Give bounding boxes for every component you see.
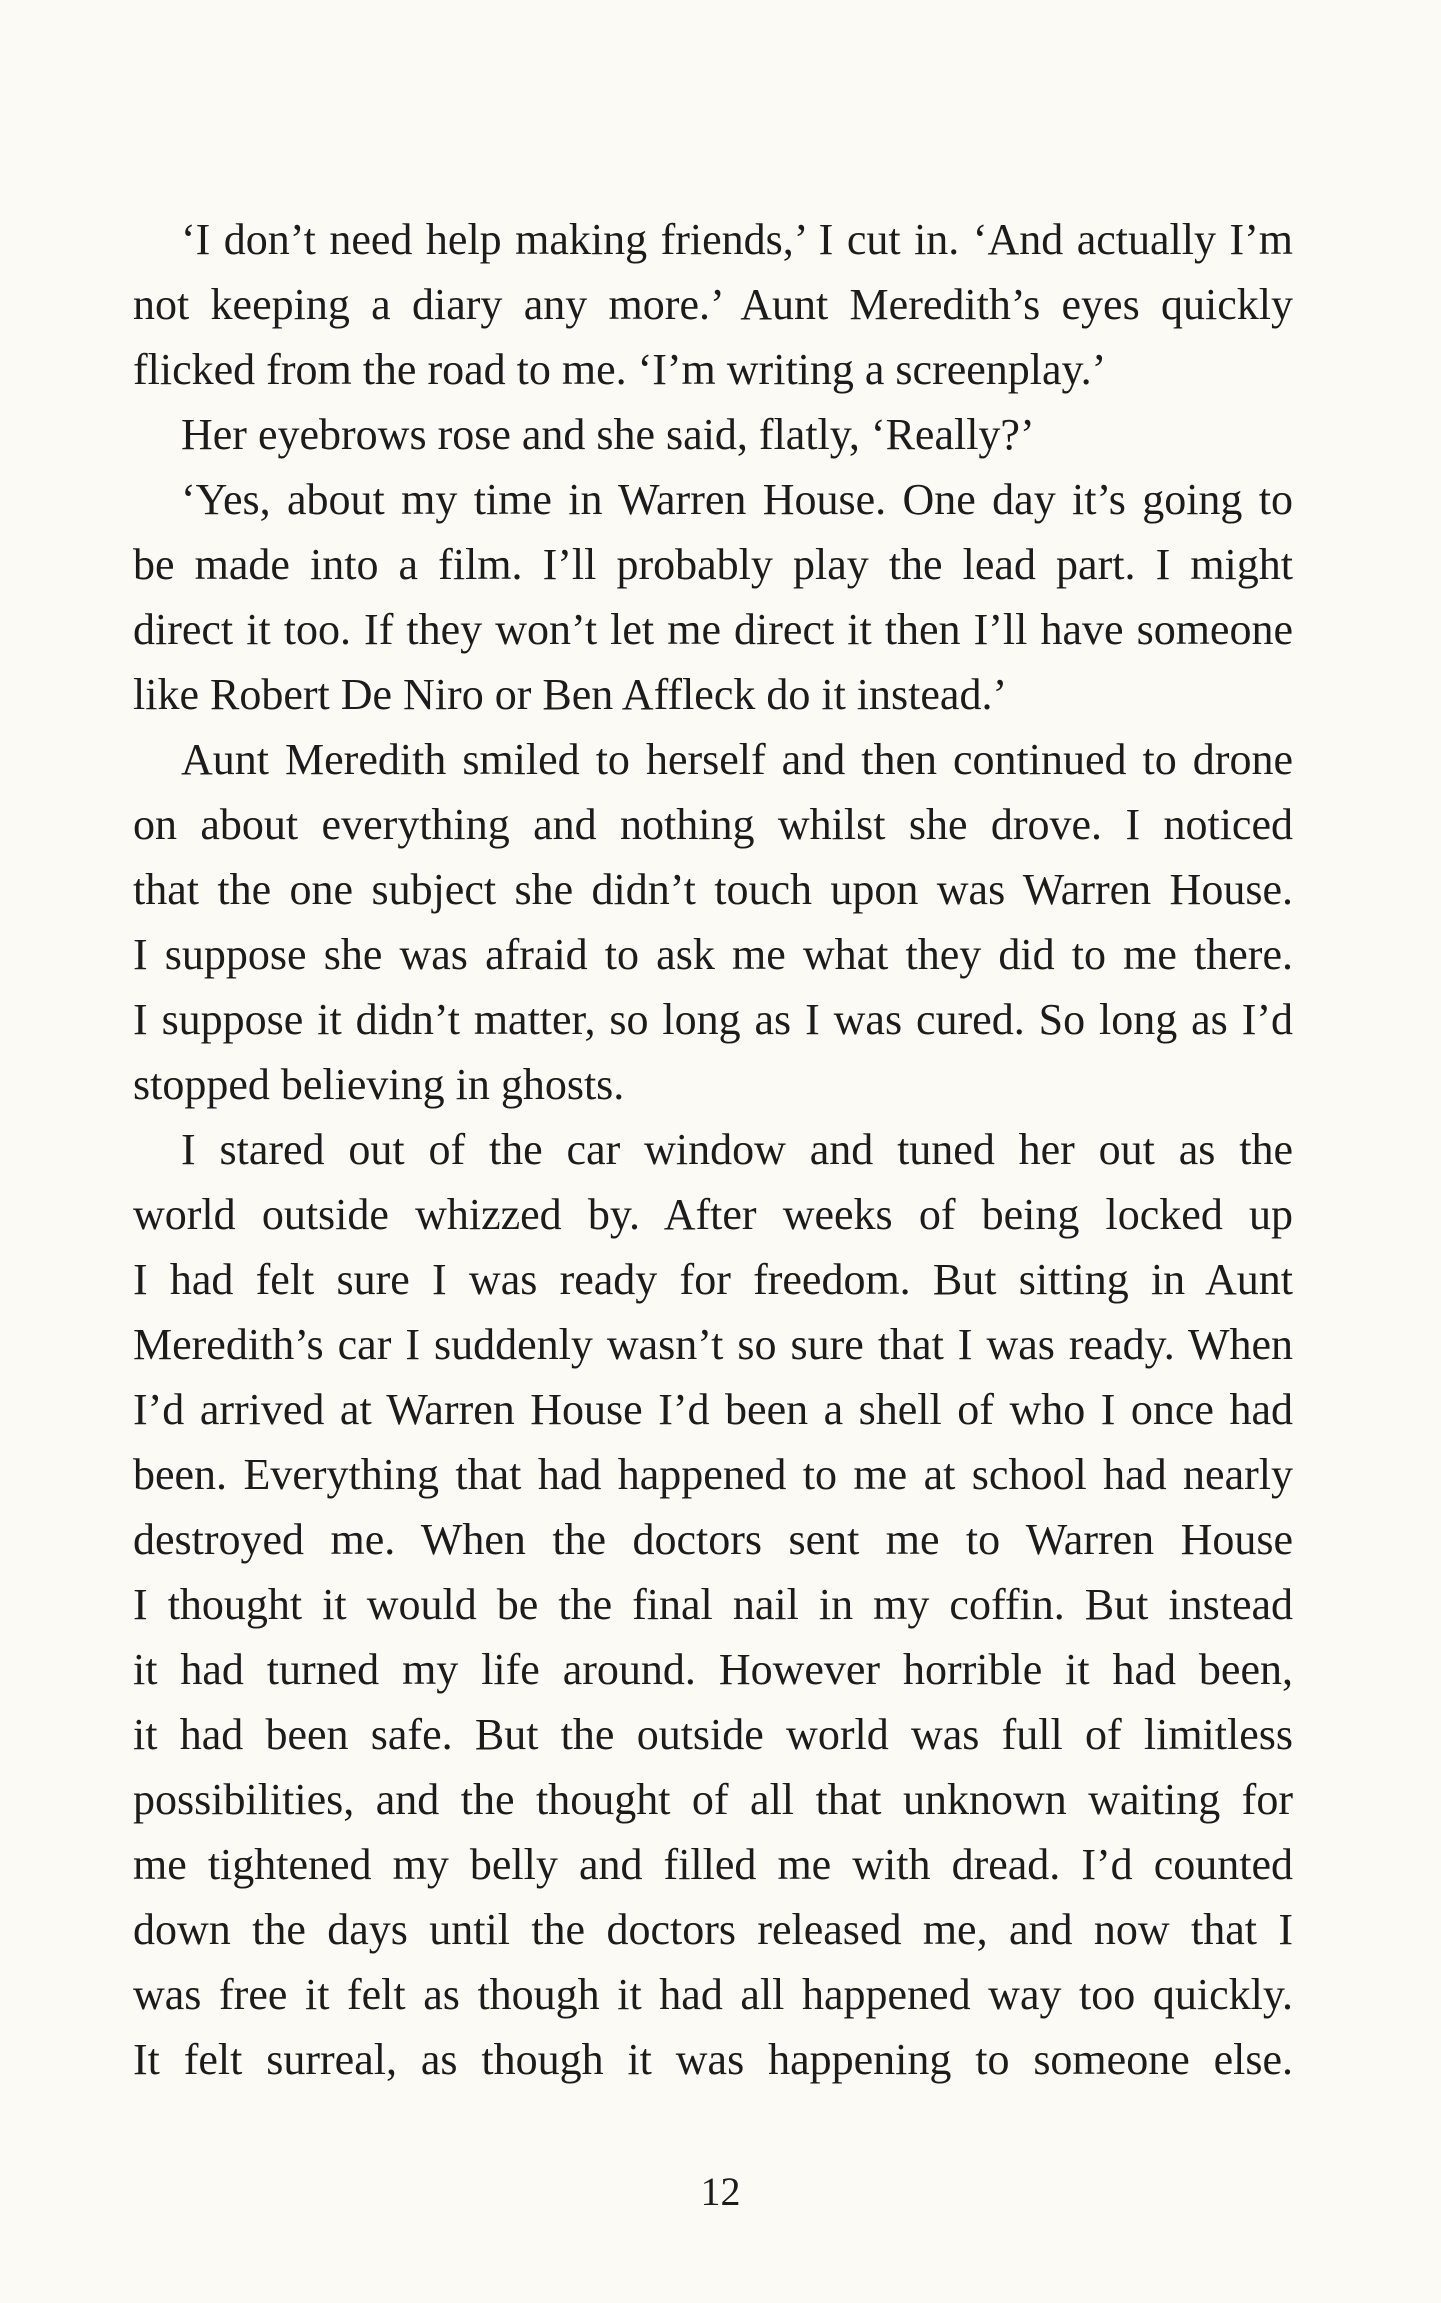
text-line: possibilities, and the thought of all that unknown waiting for xyxy=(133,1775,1293,1824)
text-line: that the one subject she didn’t touch upon was Warren House. xyxy=(133,865,1293,914)
text-line: me tightened my belly and filled me with dread. I’d counted xyxy=(133,1840,1293,1889)
paragraph xyxy=(133,1117,1293,2092)
text-line: world outside whizzed by. After weeks of being locked up xyxy=(133,1190,1293,1239)
text-line: stopped believing in ghosts. xyxy=(133,1060,625,1109)
text-line: Her eyebrows rose and she said, flatly, ‘Really?’ xyxy=(181,410,1035,459)
text-line: was free it felt as though it had all happened way too quickly. xyxy=(133,1970,1293,2019)
text-line: I thought it would be the final nail in my coffin. But instead xyxy=(133,1580,1293,1629)
text-line: Aunt Meredith smiled to herself and then continued to drone xyxy=(181,735,1293,784)
text-line: be made into a film. I’ll probably play the lead part. I might xyxy=(133,540,1293,589)
text-line: direct it too. If they won’t let me direct it then I’ll have someone xyxy=(133,605,1293,654)
text-line: like Robert De Niro or Ben Affleck do it instead.’ xyxy=(133,670,1008,719)
text-line: It felt surreal, as though it was happening to someone else. xyxy=(133,2035,1293,2084)
body-text xyxy=(133,207,1293,2092)
text-line: I suppose it didn’t matter, so long as I was cured. So long as I’d xyxy=(133,995,1293,1044)
text-line: down the days until the doctors released me, and now that I xyxy=(133,1905,1293,1954)
text-line: it had been safe. But the outside world was full of limitless xyxy=(133,1710,1293,1759)
paragraph xyxy=(133,402,1293,467)
paragraph xyxy=(133,207,1293,402)
paragraph xyxy=(133,727,1293,1117)
text-line: on about everything and nothing whilst she drove. I noticed xyxy=(133,800,1293,849)
text-line: not keeping a diary any more.’ Aunt Meredith’s eyes quickly xyxy=(133,280,1293,329)
text-line: I’d arrived at Warren House I’d been a shell of who I once had xyxy=(133,1385,1293,1434)
text-line: Meredith’s car I suddenly wasn’t so sure that I was ready. When xyxy=(133,1320,1293,1369)
text-line: ‘I don’t need help making friends,’ I cut in. ‘And actually I’m xyxy=(181,215,1293,264)
text-line: it had turned my life around. However horrible it had been, xyxy=(133,1645,1293,1694)
page-number: 12 xyxy=(700,2169,741,2214)
text-line: I suppose she was afraid to ask me what they did to me there. xyxy=(133,930,1293,979)
text-line: I stared out of the car window and tuned her out as the xyxy=(181,1125,1293,1174)
text-line: ‘Yes, about my time in Warren House. One day it’s going to xyxy=(181,475,1293,524)
text-line: I had felt sure I was ready for freedom. But sitting in Aunt xyxy=(133,1255,1293,1304)
paragraph xyxy=(133,467,1293,727)
text-line: destroyed me. When the doctors sent me to Warren House xyxy=(133,1515,1293,1564)
text-line: been. Everything that had happened to me at school had nearly xyxy=(133,1450,1293,1499)
text-line: flicked from the road to me. ‘I’m writing a screenplay.’ xyxy=(133,345,1107,394)
